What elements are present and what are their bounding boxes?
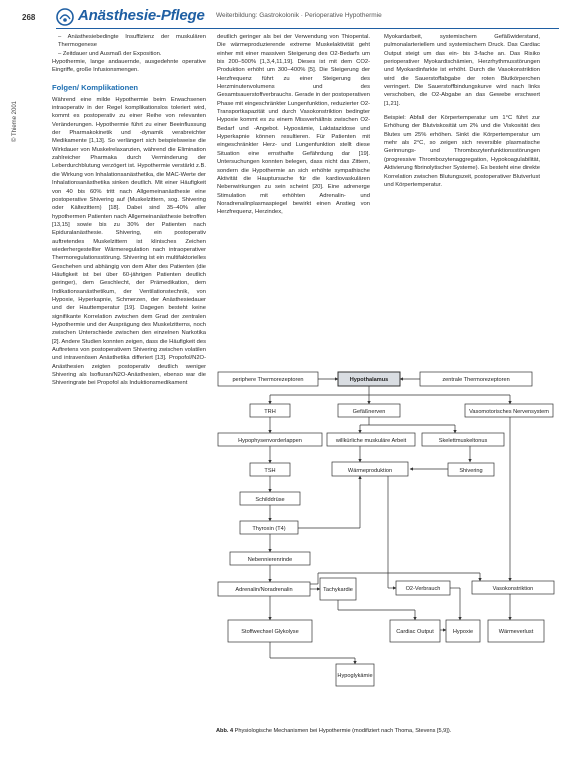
page-header bbox=[0, 0, 567, 30]
label-cardiac: Cardiac Output bbox=[396, 629, 434, 635]
label-stoffwechsel: Stoffwechsel Glykolyse bbox=[241, 629, 299, 635]
caption-label: Abb. 4 bbox=[216, 728, 234, 734]
body-paragraph: Während eine milde Hypothermie beim Erwachsenen intraoperativ in der Regel komplikationslos toleriert wird, kommt es postoperativ zu einer Reihe von relevanten Veränderungen. Hypothermie führt zu einer Beeinflussung der Pharmakokinetik und -dynamik verabreichter Medikamente [1,13]. So verlängert sich beispielsweise die Wirkdauer von Muskelrelaxanzien, während die Elimination zahlreicher Pharmaka durch Verminderung der Leberdurchblutung verzögert ist. Hypothermie verstärkt z.B. die Wirkung von Inhalationsanästhetika, die MAC-Werte der Inhalationsanästhetika sinken deutlich. Mit einer Häufigkeit von 40 bis 60% tritt nach Allgemeinanästhesie eine postoperative Shivering auf (Muskelzittern, sog. Shivering oder Kältezittern) [18]. Dabei sind 35–40% aller hypothermen Patienten nach Allgemeinanästhesie betroffen [13,15] sowie bis zu 30% der Patienten nach Epiduralanästhesie. Shivering, ein postoperativ auftretendes Muskelzittern ist klinisches Zeichen wiederhergestellter Wärmeregulation nach intraoperativer Thermoregulationsstörung. Shivering ist ein multifaktorielles Geschehen und abhängig von dem Alter des Patienten (die Häufigkeit ist bei über 60-jährigen Patienten deutlich geringer), dem Geschlecht, der Prämedikation, dem Indikationsanästhetikum, der Ventilationstechnik, von Hypoxie, Hyperkapnie, Schmerzen, der Anästhesiedauer und der Hauttemperatur [19]. Dagegen besteht keine signifikante Korrelation zwischen dem Grad der zentralen Hypothermie und der Ausprägung des Muskelzitterns, noch zwischen Unterschiede zwischen den einzelnen Narkotika [2]. Andere Studien konnten zeigen, dass die Häufigkeit des Auftretens von postoperativem Shivering zwischen volatilen und intravenösen Anästhetika differiert [13]. Propofol/N2O-Anästhesien zeigten postoperativ deutlich weniger Shivering als Isofluran/N2O-Anästhesien, ebenso war die Shiveringrate bei Propofol als Induktionsmedikament bbox=[52, 96, 206, 387]
sidebar-label: © Thieme 2001 bbox=[12, 100, 18, 142]
journal-logo-icon bbox=[56, 8, 74, 26]
label-hypothalamus: Hypothalamus bbox=[349, 377, 389, 383]
journal-title: Anästhesie-Pflege bbox=[78, 7, 205, 24]
flow-diagram bbox=[210, 368, 555, 720]
label-hypophyse: Hypophysenvorderlappen bbox=[238, 438, 302, 444]
text-column-middle bbox=[217, 33, 370, 366]
label-waerme: Wärmeproduktion bbox=[347, 468, 393, 474]
section-title: Folgen/ Komplikationen bbox=[52, 82, 139, 92]
label-hypoglykaemie: Hypoglykämie bbox=[337, 673, 373, 679]
label-tsh: TSH bbox=[264, 468, 276, 474]
label-vasomotorisch: Vasomotorisches Nervensystem bbox=[469, 409, 549, 415]
label-shivering: Shivering bbox=[459, 468, 483, 474]
label-hypoxie: Hypoxie bbox=[452, 629, 474, 635]
body-paragraph: deutlich geringer als bei der Verwendung von Thiopental. Die wärmeproduzierende extreme Muskelaktivität geht einher mit einer massiven Steigerung des O2-Bedarfs um bis 200–500% [1,3,4,11,19]. Dieses ist mit dem CO2-Produktion erhöht um 300–400% [5]. Die Steigerung der Herzfrequenz führt zu einer Steigerung des Herzminutenvolumens und des Gesamtsauerstoffverbrauchs. Gerade in der postoperativen Phase mit eingeschränkter Lungenfunktion, reduzierter O2-Transportkapazität und durch Vasokonstriktion bedingter Hypoxie kommt es zu einem Missverhältnis zwischen O2-Bedarf und -Angebot. Hypoxämie, Laktatazidose und Hyperkapnie können resultieren. Für Patienten mit eingeschränkter Herz- und Lungenfunktion stellt diese Situation eine ernsthafte Gefährdung dar [19]. Untersuchungen konnten belegen, dass nicht das Zittern, sondern die Hypothermie an sich erhöhte sympathische Aktivität die Hauptursache für die kardiovaskulären Nebenwirkungen zu sein scheint [20]. Eine adrenerge Stimulation mit erhöhten Adrenalin- und Noradrenalinplasmaspiegel bewirkt einen Anstieg von Herzfrequenz, Herzindex, bbox=[217, 34, 370, 216]
caption-text: Physiologische Mechanismen bei Hypothermie (modifiziert nach Thoma, Stevens [5,9]). bbox=[234, 728, 452, 734]
label-skelett: Skelettmuskeltonus bbox=[438, 438, 488, 444]
text-column-right bbox=[384, 33, 540, 366]
figure-hypothermia-mechanisms bbox=[210, 368, 555, 720]
label-vasokonstriktion: Vasokonstriktion bbox=[492, 586, 534, 592]
label-gefaesse: Gefäßnerven bbox=[352, 409, 386, 415]
label-o2: O2-Verbrauch bbox=[405, 586, 441, 592]
label-nebenniere: Nebennierenrinde bbox=[247, 557, 293, 563]
label-thyroxin: Thyroxin (T4) bbox=[252, 526, 286, 532]
body-paragraph: Beispiel: Abfall der Körpertemperatur um 1°C führt zur Erhöhung der Blutviskosität um 2% und die Viskosität des Blutes um 25% erhöhen. Sinkt die Körpertemperatur um mehr als 2°C, so zeigen sich reversible plasmatische Gerinnungs- und Thrombozytenfunktionsstörungen (progressive Thrombozytenaggregation, Hypokoagulabilität, Aktivierung fibrinolytischer Systeme). Es besteht eine direkte Korrelation zwischen Blutungszeit, postoperativer Blutverlust und Körpertemperatur. bbox=[384, 115, 540, 188]
label-waermeverlust: Wärmeverlust bbox=[498, 629, 534, 635]
text-column-left bbox=[52, 33, 206, 733]
label-willkuerlich: willkürliche muskuläre Arbeit bbox=[335, 438, 407, 444]
article-topic: Weiterbildung: Gastrokolonik · Perioperative Hypothermie bbox=[216, 12, 382, 19]
body-paragraph: Myokardarbeit, systemischem Gefäßwiderstand, pulmonalarteriellem und systemischem Druck. Das Cardiac Output steigt um das ein- bis 3-fache an. Das Risiko perioperativer Myokardischämien, Herzrhythmusstörungen und Myokardinfarkte ist erhöht. Durch die Vasokonstriktion wird die Sauerstoffabgabe der roten Blutkörperchen verringert. Die Sauerstoffbindungskurve wird nach links verschoben, die O2-Abgabe an das Gewebe erschwert [1,21]. bbox=[384, 34, 540, 107]
label-zentrale: zentrale Thermorezeptoren bbox=[442, 377, 510, 383]
header-rule bbox=[56, 28, 559, 29]
label-adrenalin: Adrenalin/Noradrenalin bbox=[235, 587, 293, 593]
intro-line-3: Hypothermie, lange andauernde, ausgedehnte operative Eingriffe, große Infusionsmengen. bbox=[52, 59, 206, 74]
label-periphere: periphere Thermorezeptoren bbox=[232, 377, 304, 383]
intro-line-1: – Anästhesiebedingte Insuffizienz der muskulären Thermogenese bbox=[58, 34, 206, 49]
figure-caption bbox=[216, 728, 556, 735]
label-tachykardie: Tachykardie bbox=[323, 587, 353, 593]
intro-line-2: – Zeitdauer und Ausmaß der Exposition. bbox=[58, 50, 162, 57]
page-number: 268 bbox=[22, 13, 36, 22]
label-schilddruese: Schilddrüse bbox=[255, 497, 285, 503]
label-trh: TRH bbox=[264, 409, 276, 415]
